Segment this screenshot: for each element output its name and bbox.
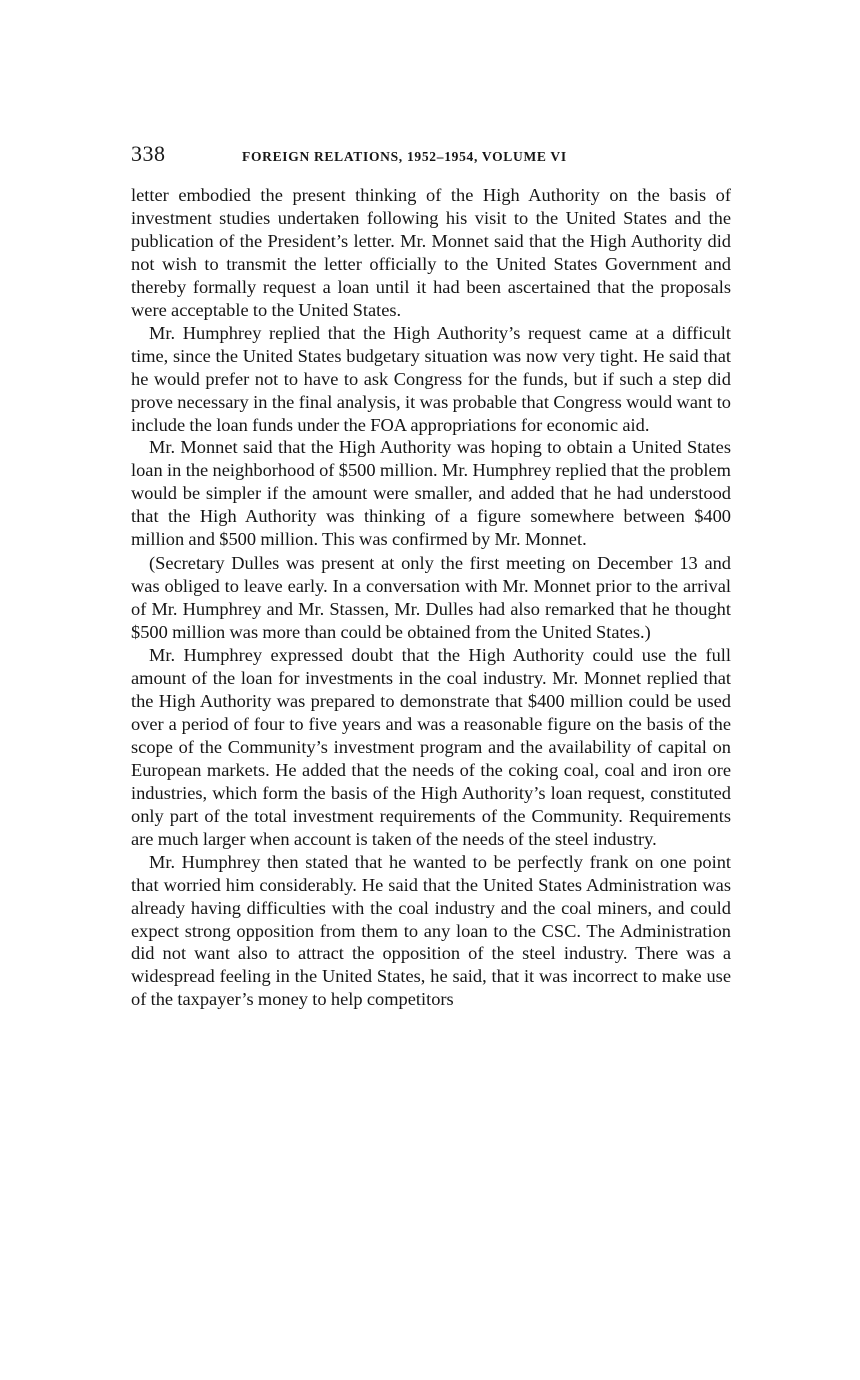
page-content [131,140,731,1011]
paragraph-continuation: letter embodied the present thinking of the High Authority on the basis of investment studies undertaken following his visit to the United States and the publication of the President’s letter. Mr. Monnet said that the High Authority did not wish to transmit the letter officially to the United States Government and thereby formally request a loan until it had been ascertained that the proposals were acceptable to the United States. [131,185,731,320]
running-title: FOREIGN RELATIONS, 1952–1954, VOLUME VI [242,149,567,164]
paragraph: Mr. Humphrey expressed doubt that the High Authority could use the full amount of the loan for investments in the coal industry. Mr. Monnet replied that the High Authority was prepared to demonstrate that $400 million could be used over a period of four to five years and was a reasonable figure on the basis of the scope of the Community’s investment program and the availability of capital on European markets. He added that the needs of the coking coal, coal and iron ore industries, which form the basis of the High Authority’s loan request, constituted only part of the total investment requirements of the Community. Requirements are much larger when account is taken of the needs of the steel industry. [131,645,731,849]
paragraph-parenthetical: (Secretary Dulles was present at only the first meeting on December 13 and was obliged to leave early. In a conversation with Mr. Monnet prior to the arrival of Mr. Humphrey and Mr. Stassen, Mr. Dulles had also remarked that he thought $500 million was more than could be obtained from the United States.) [131,553,731,643]
running-header [131,140,731,184]
body-text [131,184,731,1011]
paragraph: Mr. Monnet said that the High Authority was hoping to obtain a United States loan in the neighborhood of $500 million. Mr. Humphrey replied that the problem would be simpler if the amount were smaller, and added that he had understood that the High Authority was thinking of a figure somewhere between $400 million and $500 million. This was confirmed by Mr. Monnet. [131,437,731,550]
paragraph: Mr. Humphrey replied that the High Authority’s request came at a difficult time, since the United States budgetary situation was now very tight. He said that he would prefer not to have to ask Congress for the funds, but if such a step did prove necessary in the final analysis, it was probable that Congress would want to include the loan funds under the FOA appropriations for economic aid. [131,322,731,435]
paragraph: Mr. Humphrey then stated that he wanted to be perfectly frank on one point that worried him considerably. He said that the United States Administration was already having difficulties with the coal industry and the coal miners, and could expect strong opposition from them to any loan to the CSC. The Administration did not want also to attract the opposition of the steel industry. There was a widespread feeling in the United States, he said, that it was incorrect to make use of the taxpayer’s money to help competitors [131,851,731,1010]
page-number: 338 [131,141,166,166]
